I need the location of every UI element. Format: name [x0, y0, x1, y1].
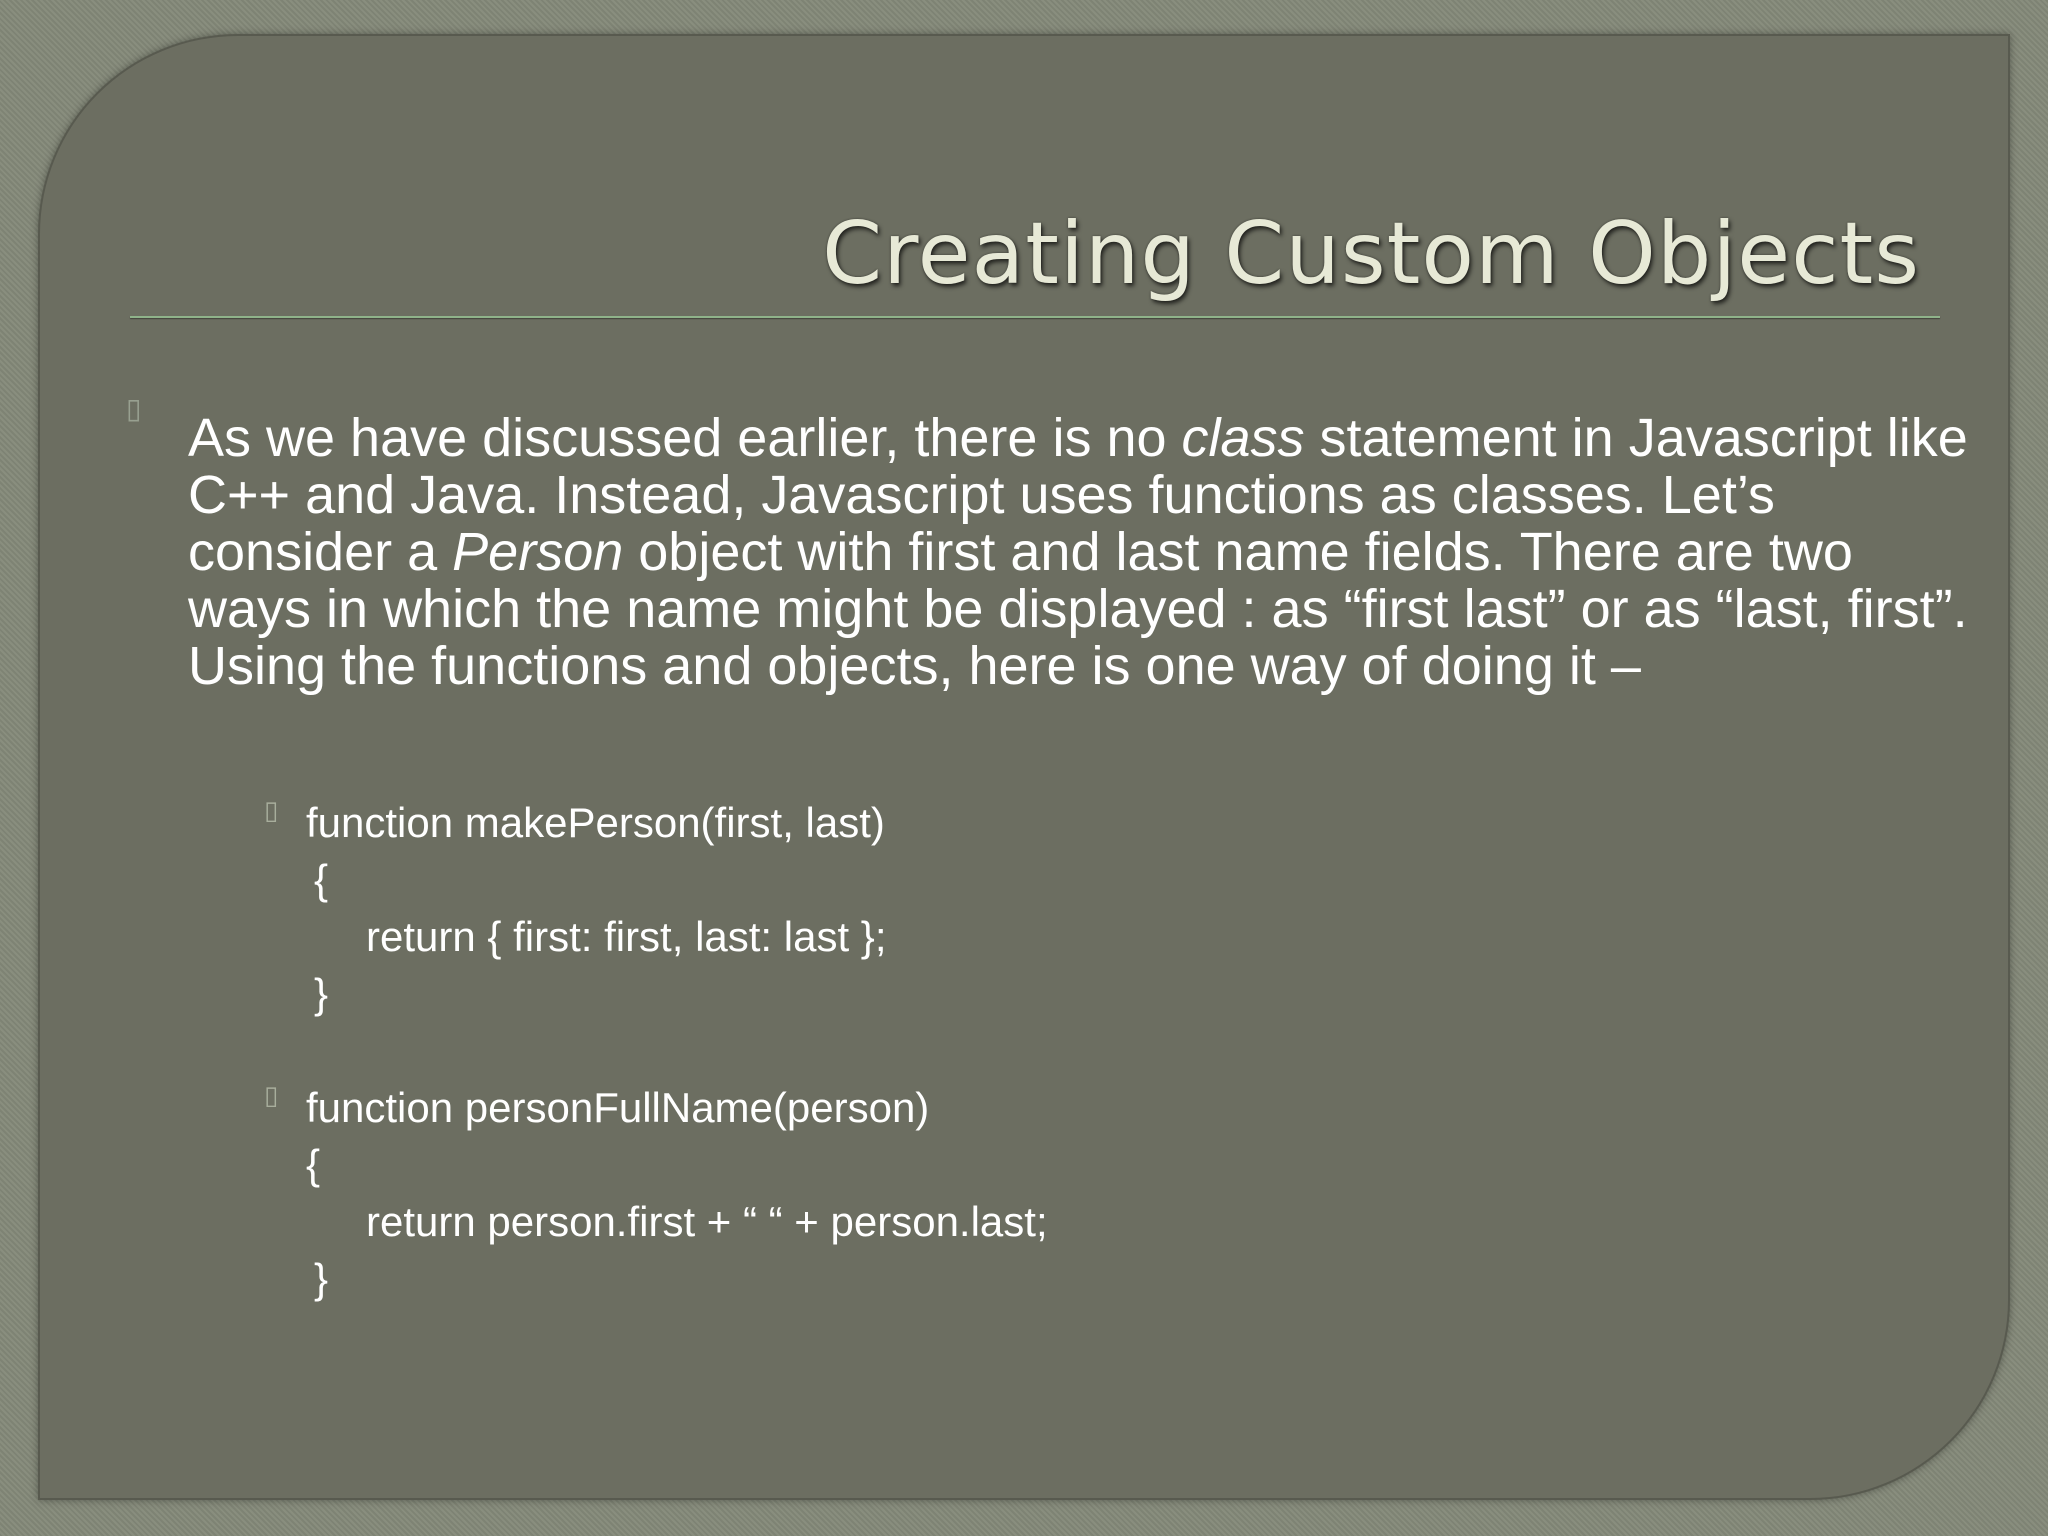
code-line: return { first: first, last: last }; — [366, 913, 887, 960]
paragraph-italic-class: class — [1181, 408, 1305, 468]
paragraph-italic-person: Person — [452, 522, 624, 582]
bullet-icon: ▯ — [126, 392, 142, 425]
sub-bullet-icon: ▯ — [264, 1081, 279, 1111]
paragraph-text-2: statement in Javascript like C++ and Java. Instead, Javascript uses functions as classes. Let’s consider a — [188, 408, 1968, 582]
code-block-person-full-name — [306, 1079, 1048, 1307]
paragraph-text-3: object with first and last name fields. There are two ways in which the name might be displayed : as “first last” or as “last, first”. Using the functions and objects, here is one way of doing it – — [188, 522, 1968, 696]
slide — [38, 34, 2010, 1500]
code-line: { — [314, 856, 329, 903]
title-divider — [130, 316, 1940, 318]
code-line: function makePerson(first, last) — [306, 799, 885, 846]
code-line: } — [314, 970, 329, 1017]
slide-title: Creating Custom Objects — [822, 204, 1920, 304]
code-line: return person.first + “ “ + person.last; — [366, 1198, 1048, 1245]
body-paragraph — [188, 410, 1978, 695]
code-line: function personFullName(person) — [306, 1084, 930, 1131]
sub-bullet-icon: ▯ — [264, 796, 279, 826]
code-block-make-person — [306, 794, 887, 1022]
paragraph-text-1: As we have discussed earlier, there is no — [188, 408, 1182, 468]
code-line: } — [314, 1255, 329, 1302]
code-line: { — [306, 1141, 321, 1188]
